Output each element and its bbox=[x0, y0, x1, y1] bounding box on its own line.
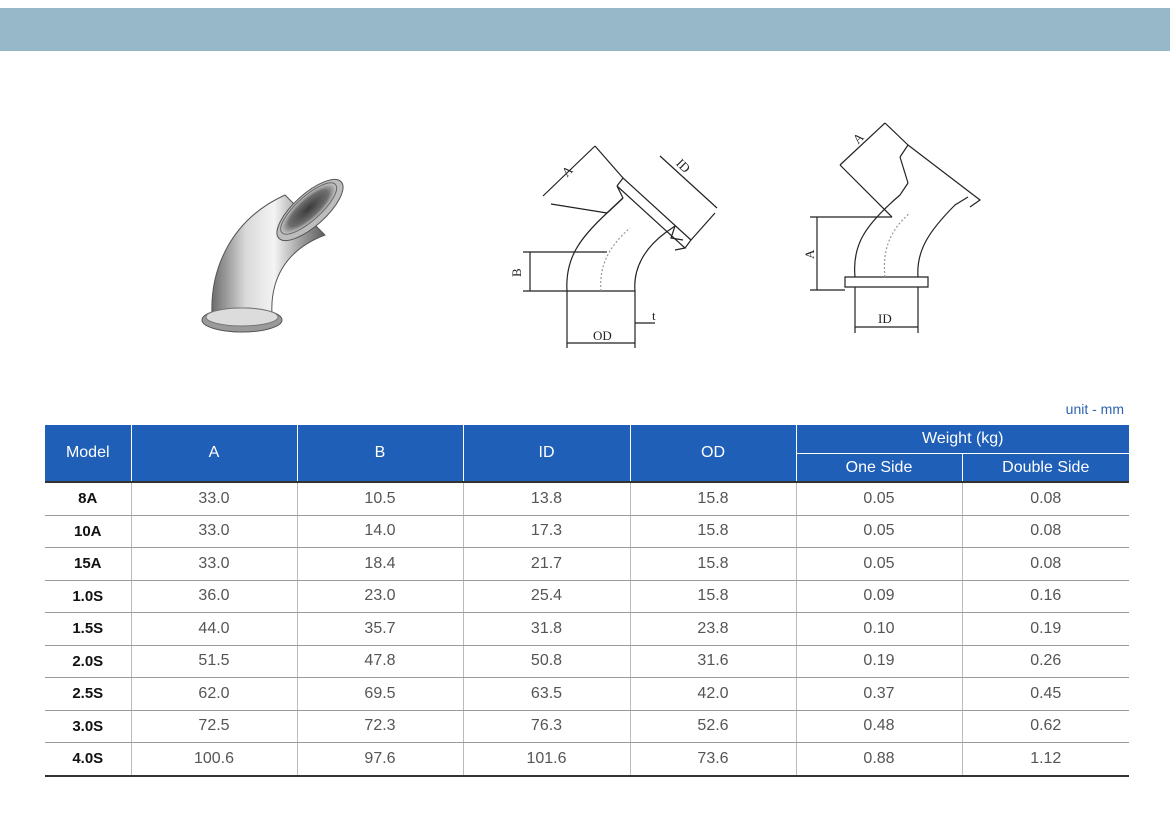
value-cell: 47.8 bbox=[297, 645, 463, 678]
model-cell: 1.5S bbox=[45, 613, 131, 646]
table-row bbox=[45, 710, 1129, 743]
value-cell: 100.6 bbox=[131, 743, 297, 776]
value-cell: 44.0 bbox=[131, 613, 297, 646]
value-cell: 62.0 bbox=[131, 678, 297, 711]
spec-table bbox=[45, 425, 1129, 777]
value-cell: 21.7 bbox=[463, 548, 630, 581]
model-cell: 2.5S bbox=[45, 678, 131, 711]
value-cell: 33.0 bbox=[131, 548, 297, 581]
value-cell: 51.5 bbox=[131, 645, 297, 678]
value-cell: 13.8 bbox=[463, 482, 630, 515]
elbow-dimension-drawing bbox=[495, 108, 725, 353]
model-cell: 1.0S bbox=[45, 580, 131, 613]
value-cell: 69.5 bbox=[297, 678, 463, 711]
model-cell: 15A bbox=[45, 548, 131, 581]
table-row bbox=[45, 548, 1129, 581]
value-cell: 0.62 bbox=[962, 710, 1129, 743]
table-row bbox=[45, 515, 1129, 548]
value-cell: 42.0 bbox=[630, 678, 796, 711]
value-cell: 14.0 bbox=[297, 515, 463, 548]
value-cell: 0.26 bbox=[962, 645, 1129, 678]
value-cell: 31.8 bbox=[463, 613, 630, 646]
header-a: A bbox=[131, 425, 297, 482]
dim-a-top-label: A bbox=[849, 129, 867, 147]
model-cell: 10A bbox=[45, 515, 131, 548]
table-row bbox=[45, 645, 1129, 678]
dim-t-label: t bbox=[652, 308, 656, 323]
table-row bbox=[45, 482, 1129, 515]
elbow-side-drawing bbox=[800, 105, 1000, 337]
header-model: Model bbox=[45, 425, 131, 482]
value-cell: 10.5 bbox=[297, 482, 463, 515]
value-cell: 36.0 bbox=[131, 580, 297, 613]
value-cell: 0.08 bbox=[962, 482, 1129, 515]
unit-label: unit - mm bbox=[1065, 401, 1124, 417]
value-cell: 15.8 bbox=[630, 580, 796, 613]
value-cell: 63.5 bbox=[463, 678, 630, 711]
dim-od-label: OD bbox=[593, 328, 612, 343]
value-cell: 31.6 bbox=[630, 645, 796, 678]
value-cell: 76.3 bbox=[463, 710, 630, 743]
value-cell: 50.8 bbox=[463, 645, 630, 678]
value-cell: 33.0 bbox=[131, 482, 297, 515]
value-cell: 18.4 bbox=[297, 548, 463, 581]
value-cell: 72.5 bbox=[131, 710, 297, 743]
model-cell: 8A bbox=[45, 482, 131, 515]
value-cell: 101.6 bbox=[463, 743, 630, 776]
value-cell: 0.08 bbox=[962, 548, 1129, 581]
table-row bbox=[45, 678, 1129, 711]
value-cell: 0.05 bbox=[796, 515, 962, 548]
header-b: B bbox=[297, 425, 463, 482]
value-cell: 15.8 bbox=[630, 482, 796, 515]
model-cell: 3.0S bbox=[45, 710, 131, 743]
dim-id-side-label: ID bbox=[878, 311, 892, 326]
value-cell: 0.16 bbox=[962, 580, 1129, 613]
value-cell: 25.4 bbox=[463, 580, 630, 613]
table-row bbox=[45, 743, 1129, 776]
value-cell: 23.8 bbox=[630, 613, 796, 646]
model-cell: 2.0S bbox=[45, 645, 131, 678]
value-cell: 0.10 bbox=[796, 613, 962, 646]
value-cell: 0.88 bbox=[796, 743, 962, 776]
value-cell: 97.6 bbox=[297, 743, 463, 776]
value-cell: 73.6 bbox=[630, 743, 796, 776]
value-cell: 1.12 bbox=[962, 743, 1129, 776]
spec-table-body bbox=[45, 482, 1129, 776]
elbow-photo bbox=[190, 150, 370, 340]
header-weight: Weight (kg) bbox=[796, 425, 1129, 454]
dim-a-side-label: A bbox=[802, 249, 817, 259]
value-cell: 0.45 bbox=[962, 678, 1129, 711]
value-cell: 35.7 bbox=[297, 613, 463, 646]
value-cell: 0.05 bbox=[796, 548, 962, 581]
table-row bbox=[45, 580, 1129, 613]
value-cell: 17.3 bbox=[463, 515, 630, 548]
value-cell: 33.0 bbox=[131, 515, 297, 548]
value-cell: 15.8 bbox=[630, 515, 796, 548]
value-cell: 0.09 bbox=[796, 580, 962, 613]
value-cell: 0.19 bbox=[796, 645, 962, 678]
dim-b-label: B bbox=[509, 268, 524, 277]
header-bar bbox=[0, 8, 1170, 51]
header-double-side: Double Side bbox=[962, 454, 1129, 483]
dim-a-label: A bbox=[558, 162, 576, 180]
value-cell: 72.3 bbox=[297, 710, 463, 743]
dim-id-label: ID bbox=[673, 155, 694, 176]
value-cell: 0.37 bbox=[796, 678, 962, 711]
header-id: ID bbox=[463, 425, 630, 482]
value-cell: 0.48 bbox=[796, 710, 962, 743]
value-cell: 52.6 bbox=[630, 710, 796, 743]
value-cell: 15.8 bbox=[630, 548, 796, 581]
header-one-side: One Side bbox=[796, 454, 962, 483]
value-cell: 0.05 bbox=[796, 482, 962, 515]
header-od: OD bbox=[630, 425, 796, 482]
table-row bbox=[45, 613, 1129, 646]
value-cell: 0.08 bbox=[962, 515, 1129, 548]
value-cell: 0.19 bbox=[962, 613, 1129, 646]
value-cell: 23.0 bbox=[297, 580, 463, 613]
model-cell: 4.0S bbox=[45, 743, 131, 776]
